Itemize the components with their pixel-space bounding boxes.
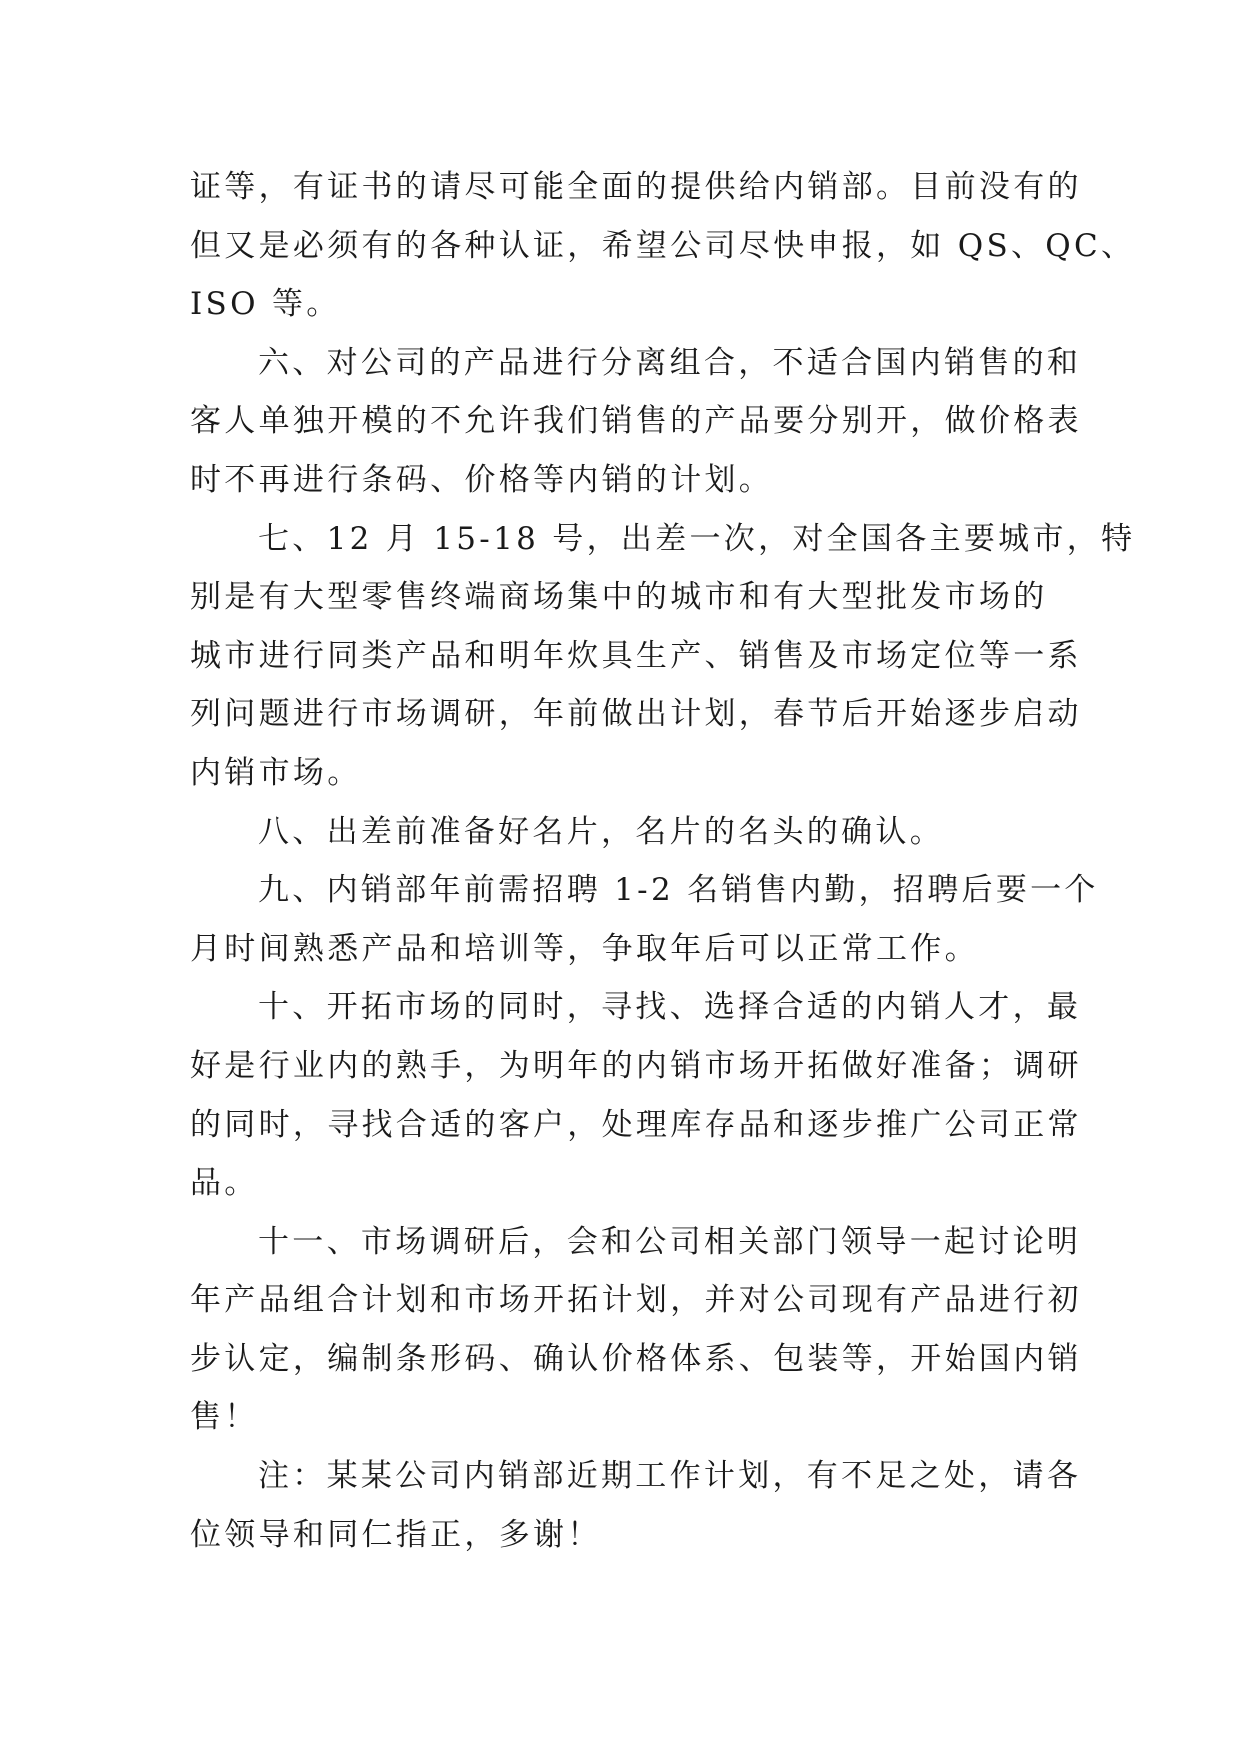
text-line: 六、对公司的产品进行分离组合，不适合国内销售的和 xyxy=(258,344,1082,381)
text-line: 位领导和同仁指正，多谢！ xyxy=(190,1516,602,1553)
paragraph-item-11 xyxy=(190,1213,1082,1447)
paragraph-item-7 xyxy=(190,510,1136,803)
text-line: 十、开拓市场的同时，寻找、选择合适的内销人才，最 xyxy=(258,989,1082,1026)
text-line: 客人单独开模的不允许我们销售的产品要分别开，做价格表 xyxy=(190,403,1082,440)
text-line: 月时间熟悉产品和培训等，争取年后可以正常工作。 xyxy=(190,930,979,967)
paragraph-item-8 xyxy=(190,803,1050,862)
paragraph-item-9 xyxy=(190,861,1099,978)
paragraph-item-6 xyxy=(190,334,1082,510)
text-line: 品。 xyxy=(190,1165,259,1202)
text-line: 的同时，寻找合适的客户，处理库存品和逐步推广公司正常 xyxy=(190,1106,1082,1143)
text-line: 好是行业内的熟手，为明年的内销市场开拓做好准备；调研 xyxy=(190,1047,1082,1084)
text-line: 售！ xyxy=(190,1399,259,1436)
text-line: 内销市场。 xyxy=(190,754,362,791)
text-line: 年产品组合计划和市场开拓计划，并对公司现有产品进行初 xyxy=(190,1282,1082,1319)
text-line: 但又是必须有的各种认证，希望公司尽快申报，如 QS、QC、 xyxy=(190,227,1136,264)
text-line: 步认定，编制条形码、确认价格体系、包装等，开始国内销 xyxy=(190,1340,1082,1377)
text-line: 别是有大型零售终端商场集中的城市和有大型批发市场的 xyxy=(190,579,1048,616)
paragraph-continued-certification xyxy=(190,158,1136,334)
document-body xyxy=(190,158,1136,1564)
text-line: 八、出差前准备好名片，名片的名头的确认。 xyxy=(258,813,944,850)
text-line: 十一、市场调研后，会和公司相关部门领导一起讨论明 xyxy=(258,1223,1082,1260)
text-line: 列问题进行市场调研，年前做出计划，春节后开始逐步启动 xyxy=(190,696,1082,733)
text-line: 七、12 月 15-18 号，出差一次，对全国各主要城市，特 xyxy=(258,520,1136,557)
text-line: ISO 等。 xyxy=(190,286,341,323)
text-line: 证等，有证书的请尽可能全面的提供给内销部。目前没有的 xyxy=(190,169,1082,205)
text-line: 时不再进行条码、价格等内销的计划。 xyxy=(190,461,774,498)
text-line: 城市进行同类产品和明年炊具生产、销售及市场定位等一系 xyxy=(190,637,1082,674)
text-line: 注：某某公司内销部近期工作计划，有不足之处，请各 xyxy=(258,1458,1082,1495)
paragraph-item-10 xyxy=(190,978,1082,1212)
text-line: 九、内销部年前需招聘 1-2 名销售内勤，招聘后要一个 xyxy=(258,872,1099,909)
paragraph-note xyxy=(190,1447,1082,1564)
